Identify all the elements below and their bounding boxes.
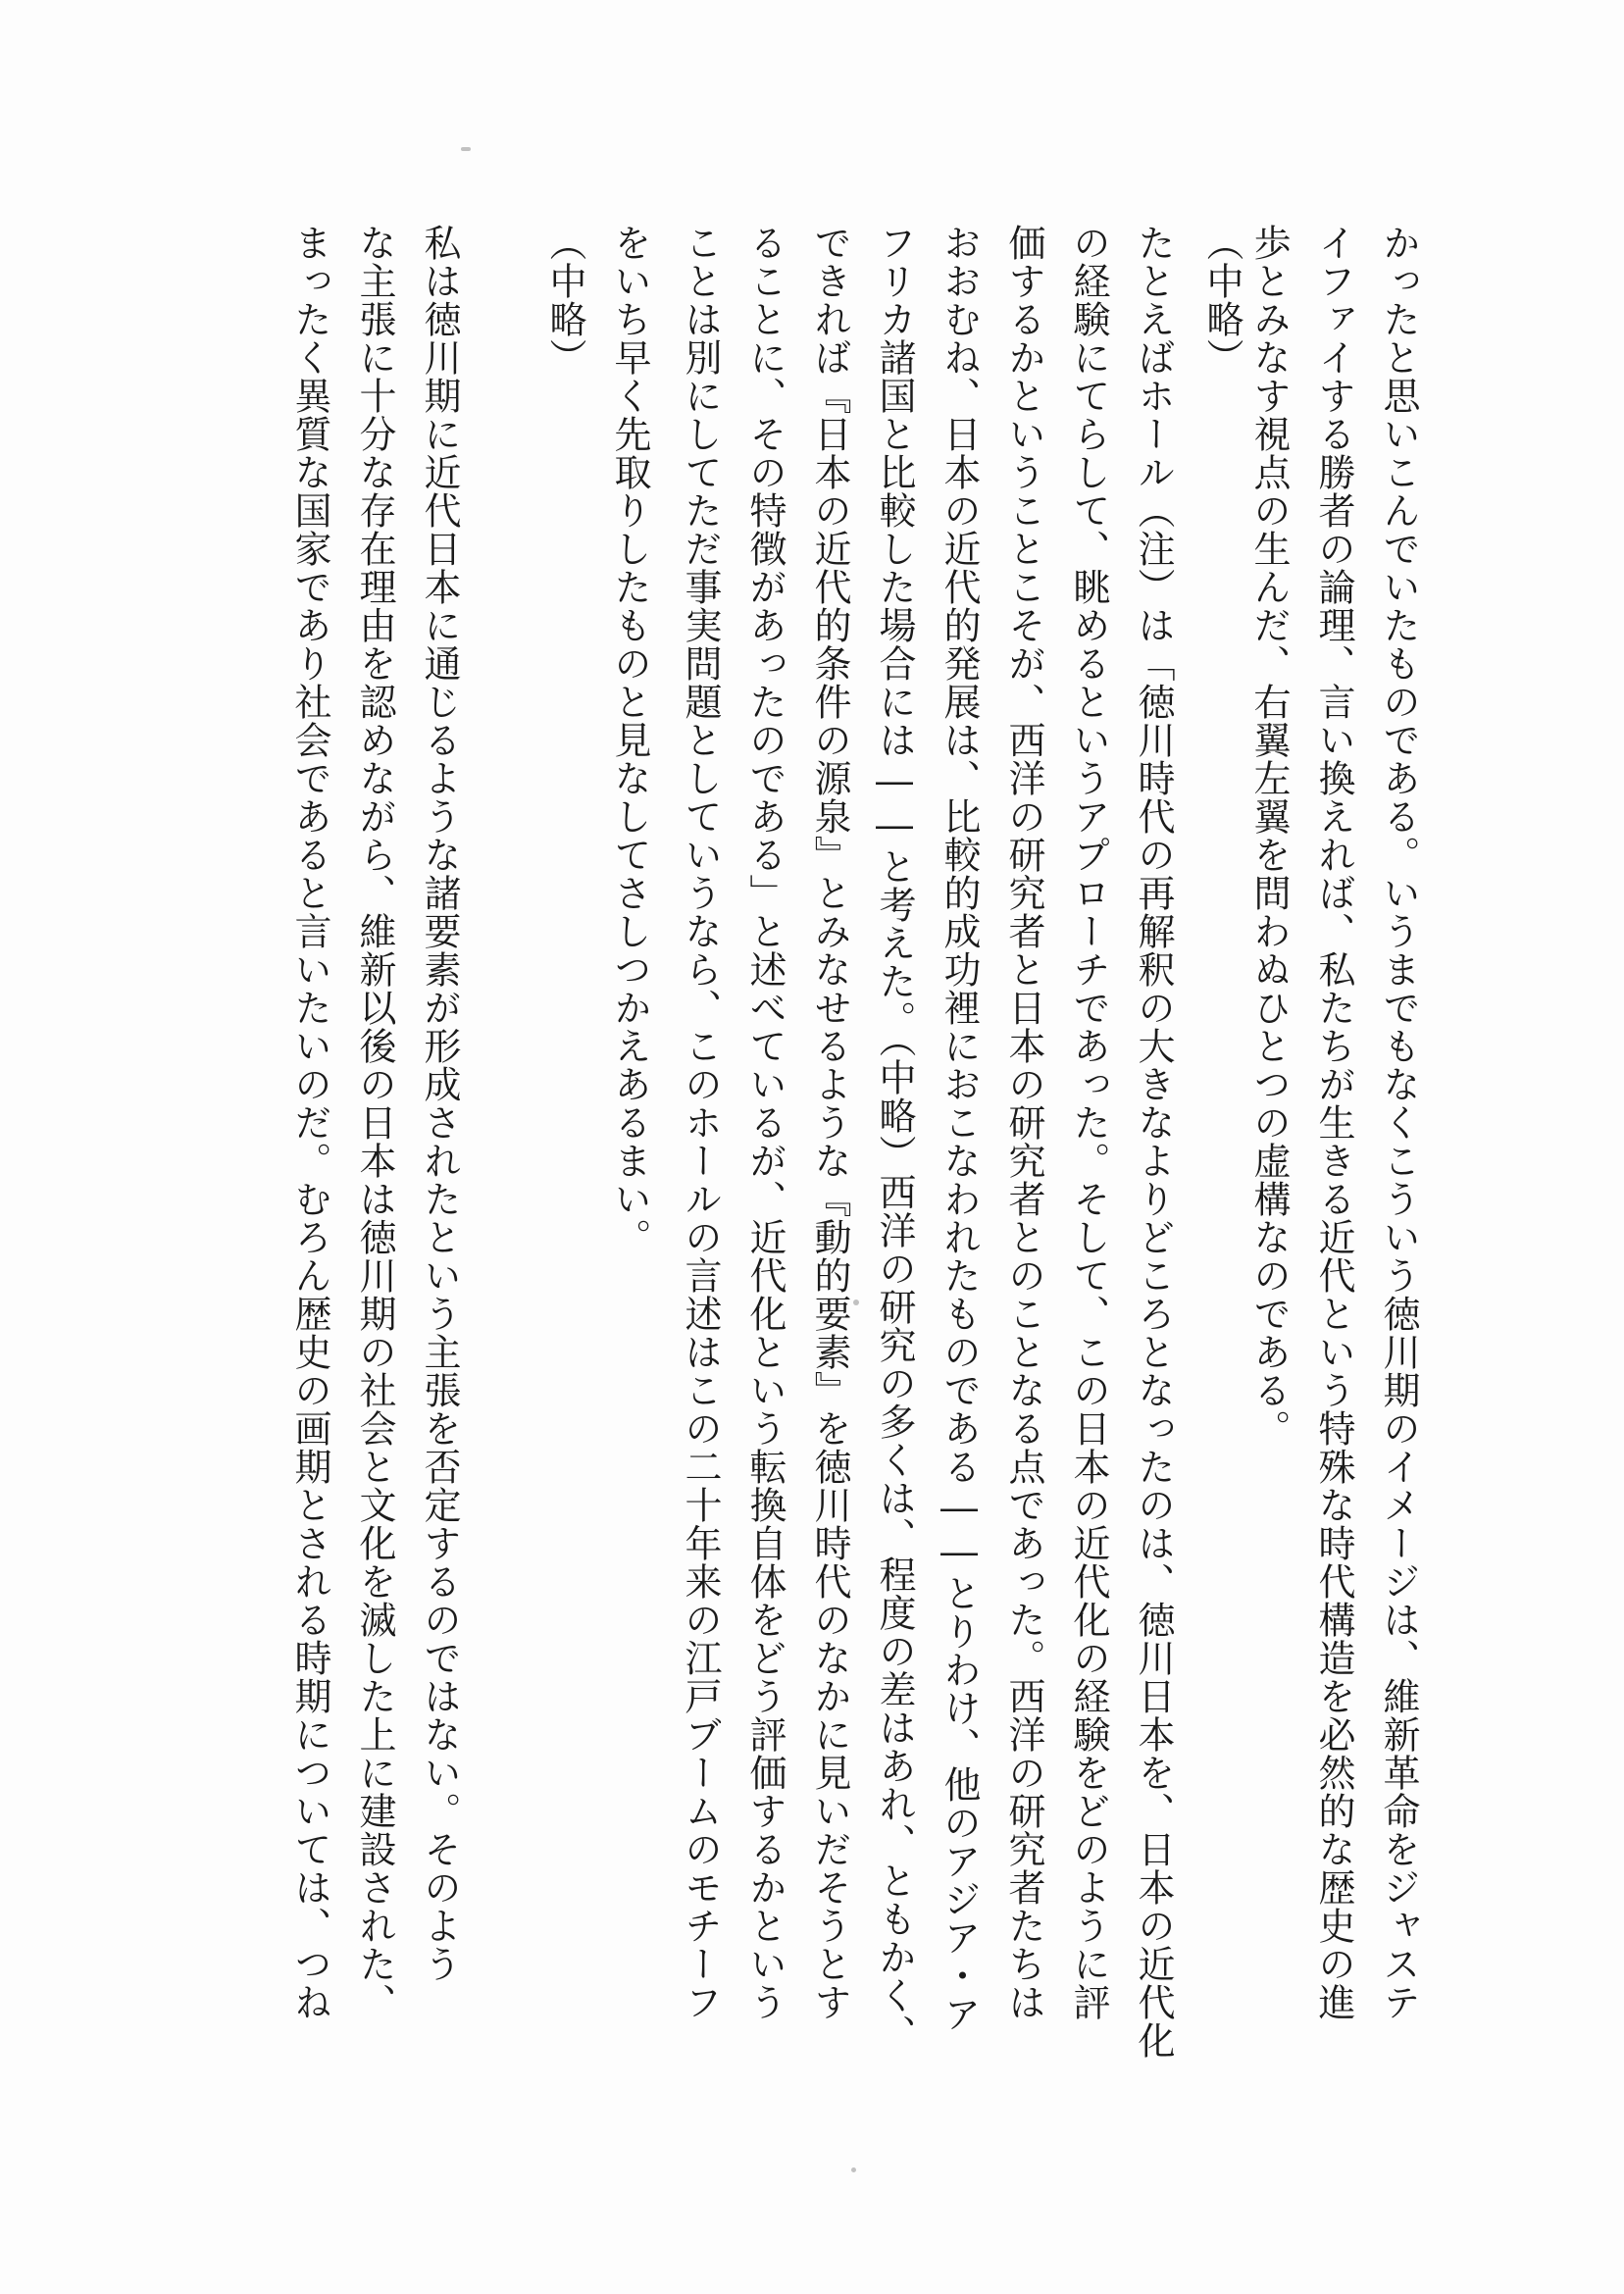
section-omission-mark: （中略） <box>1200 224 1243 377</box>
text-column: できれば『日本の近代的条件の源泉』とみなせるような『動的要素』を徳川時代のなかに見いだそうとす <box>808 224 851 2021</box>
text-column: の経験にてらして、眺めるというアプローチであった。そして、この日本の近代化の経験をどのように評 <box>1067 224 1110 2021</box>
text-column: おおむね、日本の近代的発展は、比較的成功裡におこなわれたものである――とりわけ、他のアジア・ア <box>938 224 981 2033</box>
scan-speck <box>461 147 471 151</box>
text-column: 価するかということこそが、西洋の研究者と日本の研究者とのことなる点であった。西洋の研究者たちは <box>1002 224 1045 2021</box>
text-column: 歩とみなす視点の生んだ、右翼左翼を問わぬひとつの虚構なのである。 <box>1247 224 1291 1448</box>
text-column: かったと思いこんでいたものである。いうまでもなくこういう徳川期のイメージは、維新革命をジャステ <box>1377 224 1420 2021</box>
section-omission-mark: （中略） <box>543 224 586 377</box>
text-column: イファイする勝者の論理、言い換えれば、私たちが生きる近代という特殊な時代構造を必然的な歴史の進 <box>1312 224 1355 2021</box>
text-column: ることに、その特徴があったのである」と述べているが、近代化という転換自体をどう評価するかという <box>743 224 787 2021</box>
text-column: な主張に十分な存在理由を認めながら、維新以後の日本は徳川期の社会と文化を滅した上に建設された、 <box>353 224 396 2021</box>
text-column: フリカ諸国と比較した場合には――と考えた。（中略）西洋の研究の多くは、程度の差はあれ、ともかく、 <box>873 224 916 2053</box>
text-column: たとえばホール（注）は「徳川時代の再解釈の大きなよりどころとなったのは、徳川日本を、日本の近代化 <box>1132 224 1175 2060</box>
text-column: ことは別にしてただ事実問題としていうなら、このホールの言述はこの二十年来の江戸ブームのモチーフ <box>679 224 722 2021</box>
text-column: 私は徳川期に近代日本に通じるような諸要素が形成されたという主張を否定するのではない。そのよう <box>418 224 461 1983</box>
text-column: をいち早く先取りしたものと見なしてさしつかえあるまい。 <box>608 224 651 1256</box>
text-column: まったく異質な国家であり社会であると言いたいのだ。むろん歴史の画期とされる時期については、つね <box>288 224 331 2021</box>
